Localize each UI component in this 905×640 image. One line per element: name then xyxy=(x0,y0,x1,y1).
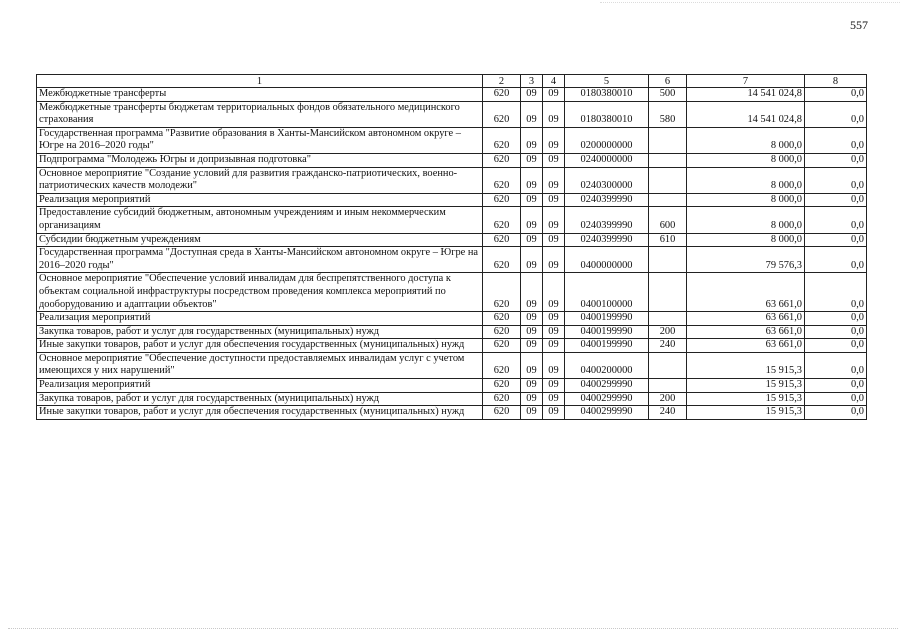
col-header-4: 4 xyxy=(543,75,565,88)
row-ministry-code-cell: 620 xyxy=(483,207,521,233)
row-ministry-code-cell: 620 xyxy=(483,312,521,326)
row-amount-2-cell: 0,0 xyxy=(805,379,867,393)
row-subsection-cell: 09 xyxy=(543,167,565,193)
row-name-cell: Государственная программа "Доступная среда в Ханты-Мансийском автономном округе – Югре на 2016–2020 годы" xyxy=(37,247,483,273)
col-header-7: 7 xyxy=(687,75,805,88)
table-row xyxy=(37,352,867,378)
table-row xyxy=(37,233,867,247)
row-amount-2-cell: 0,0 xyxy=(805,325,867,339)
table-row xyxy=(37,312,867,326)
row-amount-cell: 63 661,0 xyxy=(687,339,805,353)
row-amount-2-cell: 0,0 xyxy=(805,312,867,326)
row-name-cell: Закупка товаров, работ и услуг для государственных (муниципальных) нужд xyxy=(37,392,483,406)
row-expense-type-cell xyxy=(649,153,687,167)
row-section-cell: 09 xyxy=(521,379,543,393)
row-target-article-cell: 0240000000 xyxy=(565,153,649,167)
row-amount-cell: 15 915,3 xyxy=(687,392,805,406)
row-name-cell: Реализация мероприятий xyxy=(37,379,483,393)
row-expense-type-cell: 500 xyxy=(649,88,687,102)
table-row xyxy=(37,207,867,233)
row-name-cell: Реализация мероприятий xyxy=(37,312,483,326)
row-target-article-cell: 0400199990 xyxy=(565,312,649,326)
row-expense-type-cell xyxy=(649,379,687,393)
row-name-cell: Иные закупки товаров, работ и услуг для обеспечения государственных (муниципальных) нужд xyxy=(37,406,483,420)
row-subsection-cell: 09 xyxy=(543,392,565,406)
row-amount-cell: 8 000,0 xyxy=(687,207,805,233)
row-amount-2-cell: 0,0 xyxy=(805,247,867,273)
row-name-cell: Субсидии бюджетным учреждениям xyxy=(37,233,483,247)
row-subsection-cell: 09 xyxy=(543,379,565,393)
row-amount-cell: 15 915,3 xyxy=(687,379,805,393)
row-amount-2-cell: 0,0 xyxy=(805,193,867,207)
table-row xyxy=(37,325,867,339)
row-amount-cell: 63 661,0 xyxy=(687,273,805,312)
row-ministry-code-cell: 620 xyxy=(483,325,521,339)
row-target-article-cell: 0240399990 xyxy=(565,207,649,233)
row-section-cell: 09 xyxy=(521,273,543,312)
row-amount-2-cell: 0,0 xyxy=(805,392,867,406)
row-target-article-cell: 0180380010 xyxy=(565,101,649,127)
row-name-cell: Основное мероприятие "Обеспечение доступности предоставляемых инвалидам услуг с учетом имеющихся у них нарушений" xyxy=(37,352,483,378)
row-target-article-cell: 0240300000 xyxy=(565,167,649,193)
col-header-2: 2 xyxy=(483,75,521,88)
table-row xyxy=(37,392,867,406)
row-expense-type-cell xyxy=(649,352,687,378)
row-subsection-cell: 09 xyxy=(543,352,565,378)
table-row xyxy=(37,167,867,193)
col-header-1: 1 xyxy=(37,75,483,88)
row-name-cell: Государственная программа "Развитие образования в Ханты-Мансийском автономном округе – Югре на 2016–2020 годы" xyxy=(37,127,483,153)
row-expense-type-cell xyxy=(649,273,687,312)
row-target-article-cell: 0400200000 xyxy=(565,352,649,378)
row-section-cell: 09 xyxy=(521,88,543,102)
row-section-cell: 09 xyxy=(521,153,543,167)
row-section-cell: 09 xyxy=(521,167,543,193)
row-amount-cell: 8 000,0 xyxy=(687,153,805,167)
table-row xyxy=(37,193,867,207)
row-amount-cell: 79 576,3 xyxy=(687,247,805,273)
row-amount-2-cell: 0,0 xyxy=(805,352,867,378)
row-target-article-cell: 0400299990 xyxy=(565,379,649,393)
row-target-article-cell: 0400199990 xyxy=(565,325,649,339)
row-section-cell: 09 xyxy=(521,312,543,326)
table-row xyxy=(37,153,867,167)
col-header-8: 8 xyxy=(805,75,867,88)
row-ministry-code-cell: 620 xyxy=(483,339,521,353)
row-amount-2-cell: 0,0 xyxy=(805,101,867,127)
col-header-5: 5 xyxy=(565,75,649,88)
row-name-cell: Реализация мероприятий xyxy=(37,193,483,207)
row-section-cell: 09 xyxy=(521,325,543,339)
row-expense-type-cell: 200 xyxy=(649,392,687,406)
row-subsection-cell: 09 xyxy=(543,247,565,273)
row-section-cell: 09 xyxy=(521,352,543,378)
row-target-article-cell: 0400299990 xyxy=(565,392,649,406)
row-amount-2-cell: 0,0 xyxy=(805,207,867,233)
row-name-cell: Межбюджетные трансферты бюджетам территориальных фондов обязательного медицинского страхования xyxy=(37,101,483,127)
row-amount-2-cell: 0,0 xyxy=(805,127,867,153)
table-header-row xyxy=(37,75,867,88)
row-expense-type-cell xyxy=(649,312,687,326)
row-subsection-cell: 09 xyxy=(543,193,565,207)
row-ministry-code-cell: 620 xyxy=(483,153,521,167)
table-row xyxy=(37,88,867,102)
row-amount-cell: 15 915,3 xyxy=(687,352,805,378)
row-subsection-cell: 09 xyxy=(543,339,565,353)
row-amount-2-cell: 0,0 xyxy=(805,153,867,167)
row-expense-type-cell xyxy=(649,247,687,273)
row-name-cell: Закупка товаров, работ и услуг для государственных (муниципальных) нужд xyxy=(37,325,483,339)
row-section-cell: 09 xyxy=(521,406,543,420)
row-amount-2-cell: 0,0 xyxy=(805,233,867,247)
row-section-cell: 09 xyxy=(521,392,543,406)
row-name-cell: Предоставление субсидий бюджетным, автономным учреждениям и иным некоммерческим организациям xyxy=(37,207,483,233)
row-expense-type-cell xyxy=(649,127,687,153)
col-header-3: 3 xyxy=(521,75,543,88)
row-name-cell: Основное мероприятие "Обеспечение условий инвалидам для беспрепятственного доступа к объектам социальной инфраструктуры посредством проведения комплекса мероприятий по дооборудованию и адаптации объектов" xyxy=(37,273,483,312)
row-name-cell: Основное мероприятие "Создание условий для развития гражданско-патриотических, военно-патриотических качеств молодежи" xyxy=(37,167,483,193)
row-ministry-code-cell: 620 xyxy=(483,233,521,247)
row-section-cell: 09 xyxy=(521,247,543,273)
row-amount-cell: 8 000,0 xyxy=(687,233,805,247)
row-expense-type-cell: 200 xyxy=(649,325,687,339)
row-section-cell: 09 xyxy=(521,339,543,353)
row-ministry-code-cell: 620 xyxy=(483,101,521,127)
row-subsection-cell: 09 xyxy=(543,406,565,420)
row-amount-cell: 15 915,3 xyxy=(687,406,805,420)
row-name-cell: Подпрограмма "Молодежь Югры и допризывная подготовка" xyxy=(37,153,483,167)
scan-artifact-bottom xyxy=(8,628,898,630)
row-expense-type-cell xyxy=(649,193,687,207)
row-amount-cell: 8 000,0 xyxy=(687,167,805,193)
row-expense-type-cell: 240 xyxy=(649,406,687,420)
row-amount-2-cell: 0,0 xyxy=(805,339,867,353)
row-amount-cell: 14 541 024,8 xyxy=(687,88,805,102)
row-section-cell: 09 xyxy=(521,101,543,127)
row-amount-2-cell: 0,0 xyxy=(805,88,867,102)
row-ministry-code-cell: 620 xyxy=(483,127,521,153)
row-target-article-cell: 0240399990 xyxy=(565,233,649,247)
row-subsection-cell: 09 xyxy=(543,325,565,339)
row-target-article-cell: 0200000000 xyxy=(565,127,649,153)
row-section-cell: 09 xyxy=(521,127,543,153)
row-ministry-code-cell: 620 xyxy=(483,273,521,312)
row-expense-type-cell: 240 xyxy=(649,339,687,353)
row-amount-2-cell: 0,0 xyxy=(805,406,867,420)
col-header-6: 6 xyxy=(649,75,687,88)
row-amount-cell: 8 000,0 xyxy=(687,127,805,153)
row-subsection-cell: 09 xyxy=(543,153,565,167)
row-amount-2-cell: 0,0 xyxy=(805,273,867,312)
table-row xyxy=(37,127,867,153)
table-row xyxy=(37,247,867,273)
row-expense-type-cell: 610 xyxy=(649,233,687,247)
row-subsection-cell: 09 xyxy=(543,88,565,102)
page-number: 557 xyxy=(850,18,868,32)
row-ministry-code-cell: 620 xyxy=(483,247,521,273)
row-amount-2-cell: 0,0 xyxy=(805,167,867,193)
row-ministry-code-cell: 620 xyxy=(483,392,521,406)
row-name-cell: Иные закупки товаров, работ и услуг для обеспечения государственных (муниципальных) нужд xyxy=(37,339,483,353)
row-section-cell: 09 xyxy=(521,193,543,207)
row-subsection-cell: 09 xyxy=(543,101,565,127)
row-ministry-code-cell: 620 xyxy=(483,406,521,420)
budget-table xyxy=(36,74,867,420)
row-amount-cell: 8 000,0 xyxy=(687,193,805,207)
row-expense-type-cell: 580 xyxy=(649,101,687,127)
table-body xyxy=(37,88,867,420)
row-ministry-code-cell: 620 xyxy=(483,88,521,102)
row-section-cell: 09 xyxy=(521,233,543,247)
row-expense-type-cell xyxy=(649,167,687,193)
row-subsection-cell: 09 xyxy=(543,273,565,312)
row-section-cell: 09 xyxy=(521,207,543,233)
row-target-article-cell: 0400000000 xyxy=(565,247,649,273)
row-subsection-cell: 09 xyxy=(543,312,565,326)
row-ministry-code-cell: 620 xyxy=(483,167,521,193)
table-row xyxy=(37,406,867,420)
row-ministry-code-cell: 620 xyxy=(483,352,521,378)
table-row xyxy=(37,379,867,393)
row-name-cell: Межбюджетные трансферты xyxy=(37,88,483,102)
row-ministry-code-cell: 620 xyxy=(483,193,521,207)
row-subsection-cell: 09 xyxy=(543,233,565,247)
row-target-article-cell: 0180380010 xyxy=(565,88,649,102)
table-row xyxy=(37,273,867,312)
row-subsection-cell: 09 xyxy=(543,127,565,153)
row-expense-type-cell: 600 xyxy=(649,207,687,233)
row-target-article-cell: 0400100000 xyxy=(565,273,649,312)
row-subsection-cell: 09 xyxy=(543,207,565,233)
scan-artifact-top xyxy=(600,2,900,4)
row-target-article-cell: 0400199990 xyxy=(565,339,649,353)
row-amount-cell: 14 541 024,8 xyxy=(687,101,805,127)
table-row xyxy=(37,101,867,127)
row-amount-cell: 63 661,0 xyxy=(687,312,805,326)
table-row xyxy=(37,339,867,353)
row-ministry-code-cell: 620 xyxy=(483,379,521,393)
row-amount-cell: 63 661,0 xyxy=(687,325,805,339)
row-target-article-cell: 0240399990 xyxy=(565,193,649,207)
row-target-article-cell: 0400299990 xyxy=(565,406,649,420)
